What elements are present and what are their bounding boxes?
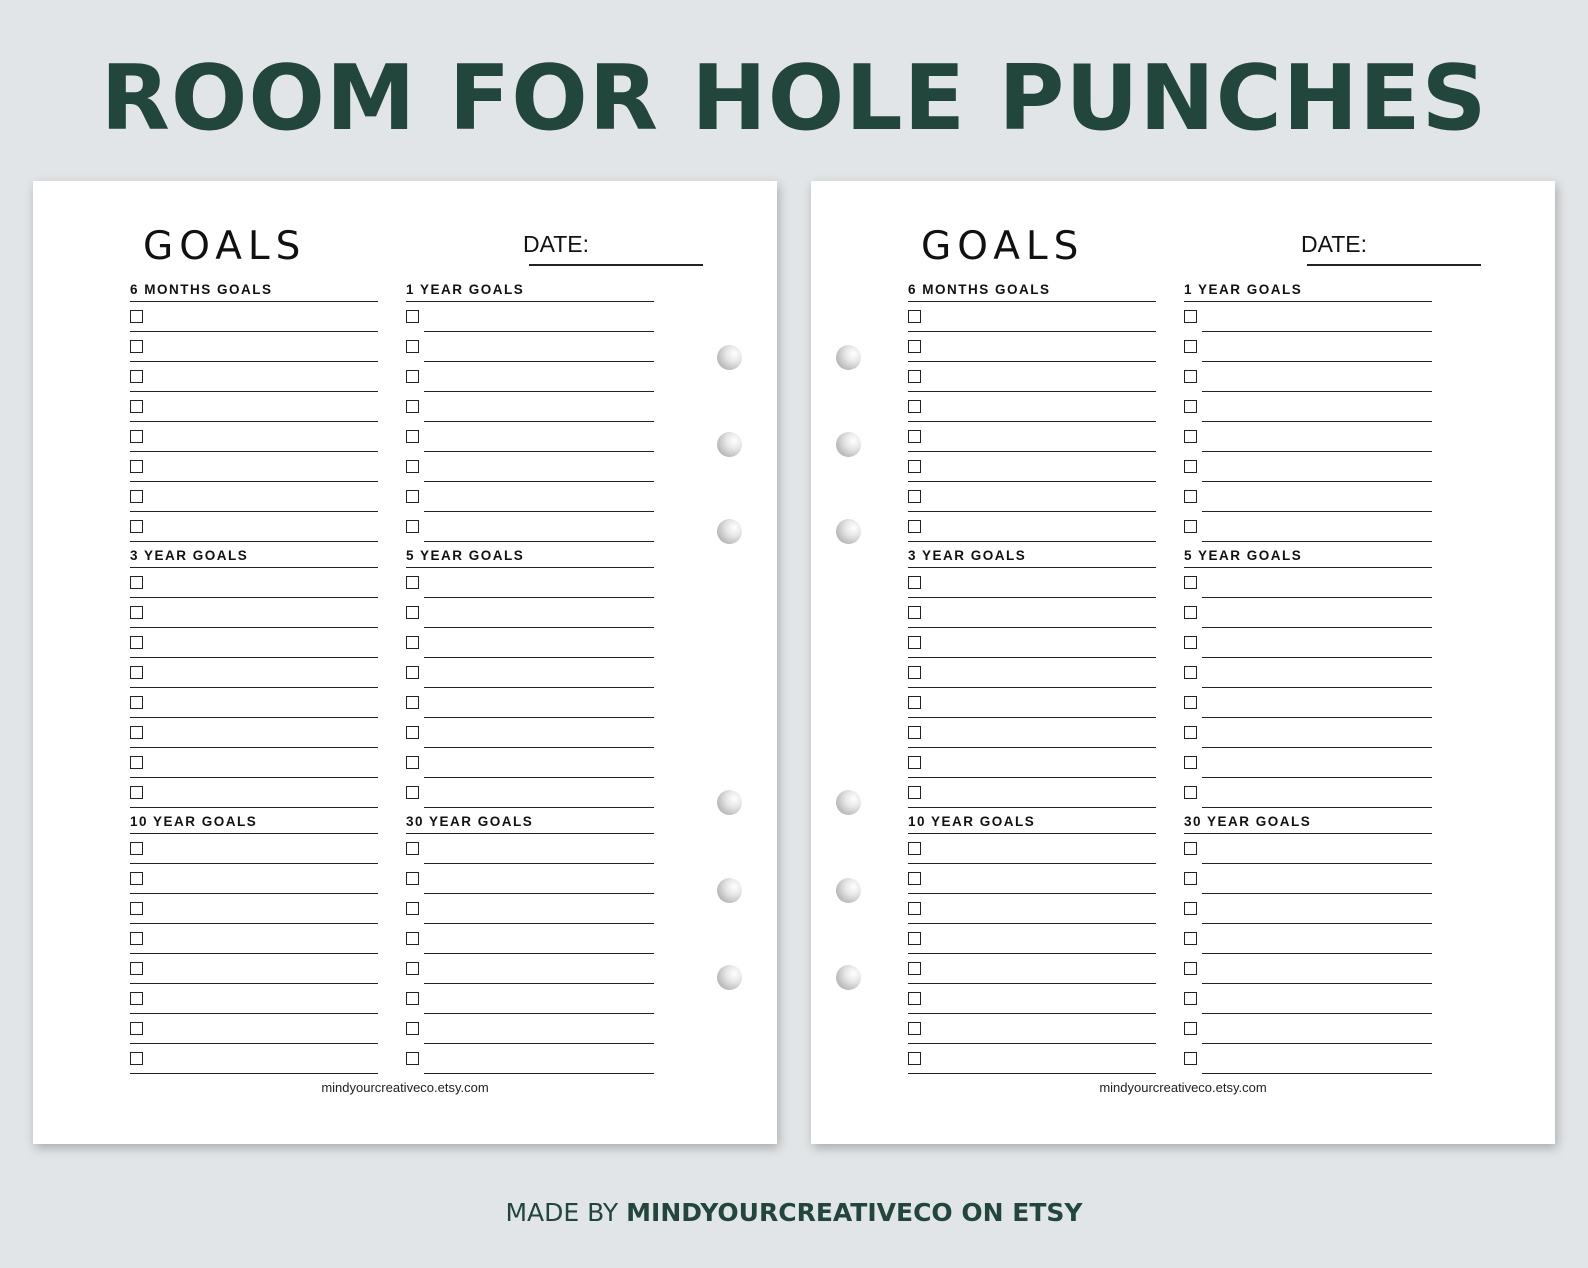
goal-checkbox[interactable]: [406, 460, 419, 473]
goal-item: [130, 1014, 378, 1044]
goal-item: [130, 452, 378, 482]
goal-checkbox[interactable]: [1184, 932, 1197, 945]
goal-checkbox[interactable]: [130, 340, 143, 353]
goal-item: [1184, 482, 1432, 512]
goal-checkbox[interactable]: [406, 902, 419, 915]
goal-writing-line[interactable]: [908, 541, 1156, 542]
date-label: DATE:: [523, 231, 590, 257]
goal-item: [1184, 422, 1432, 452]
goal-checkbox[interactable]: [908, 460, 921, 473]
goal-item: [406, 302, 654, 332]
goal-item: [908, 834, 1156, 864]
goal-checkbox[interactable]: [130, 1052, 143, 1065]
goal-item: [1184, 332, 1432, 362]
goal-checkbox[interactable]: [908, 1022, 921, 1035]
goal-checkbox[interactable]: [908, 842, 921, 855]
hole-punch: [717, 965, 742, 990]
goal-item: [406, 864, 654, 894]
goal-checkbox[interactable]: [130, 666, 143, 679]
goal-checkbox[interactable]: [406, 490, 419, 503]
goal-item: [406, 332, 654, 362]
goal-checkbox[interactable]: [1184, 696, 1197, 709]
goal-item: [130, 628, 378, 658]
goal-checkbox[interactable]: [406, 726, 419, 739]
goal-item: [908, 422, 1156, 452]
section-title: 1 YEAR GOALS: [406, 282, 654, 302]
section-title: 10 YEAR GOALS: [908, 814, 1156, 834]
goal-item: [1184, 392, 1432, 422]
goal-checkbox[interactable]: [406, 932, 419, 945]
goal-item: [908, 362, 1156, 392]
goal-checkbox[interactable]: [130, 460, 143, 473]
goal-item: [130, 658, 378, 688]
goal-item: [406, 1044, 654, 1074]
goal-checkbox[interactable]: [908, 902, 921, 915]
goal-section: [406, 548, 654, 808]
goal-item: [908, 452, 1156, 482]
goal-checkbox[interactable]: [1184, 872, 1197, 885]
credit-prefix: MADE BY: [505, 1198, 619, 1227]
goal-item: [1184, 924, 1432, 954]
section-title: 3 YEAR GOALS: [130, 548, 378, 568]
goal-checkbox[interactable]: [130, 842, 143, 855]
goal-checkbox[interactable]: [406, 786, 419, 799]
goal-checkbox[interactable]: [406, 1022, 419, 1035]
goal-checkbox[interactable]: [130, 902, 143, 915]
goal-checkbox[interactable]: [130, 310, 143, 323]
goal-checkbox[interactable]: [406, 1052, 419, 1065]
goal-item: [130, 302, 378, 332]
goal-writing-line[interactable]: [130, 541, 378, 542]
goal-checkbox[interactable]: [908, 726, 921, 739]
goal-checkbox[interactable]: [130, 756, 143, 769]
goal-item: [1184, 658, 1432, 688]
goal-checkbox[interactable]: [130, 636, 143, 649]
goal-checkbox[interactable]: [908, 1052, 921, 1065]
goal-item: [130, 924, 378, 954]
goal-checkbox[interactable]: [130, 696, 143, 709]
goal-item: [130, 362, 378, 392]
goal-item: [908, 482, 1156, 512]
goal-section: [406, 814, 654, 1074]
hole-punch: [836, 345, 861, 370]
goal-checkbox[interactable]: [130, 520, 143, 533]
goal-checkbox[interactable]: [130, 786, 143, 799]
goal-checkbox[interactable]: [130, 726, 143, 739]
goal-item: [908, 658, 1156, 688]
goal-item: [406, 422, 654, 452]
footer-url: mindyourcreativeco.etsy.com: [1099, 1080, 1267, 1095]
goal-item: [130, 984, 378, 1014]
headline: ROOM FOR HOLE PUNCHES: [100, 46, 1488, 151]
goal-writing-line[interactable]: [1202, 807, 1432, 808]
goal-item: [406, 778, 654, 808]
goal-checkbox[interactable]: [1184, 666, 1197, 679]
goal-item: [908, 864, 1156, 894]
goal-checkbox[interactable]: [406, 696, 419, 709]
goal-checkbox[interactable]: [130, 606, 143, 619]
goal-checkbox[interactable]: [908, 490, 921, 503]
goal-writing-line[interactable]: [424, 807, 654, 808]
goal-item: [406, 658, 654, 688]
goal-section: [908, 814, 1156, 1074]
section-title: 5 YEAR GOALS: [406, 548, 654, 568]
goal-item: [130, 1044, 378, 1074]
goal-item: [406, 568, 654, 598]
goal-item: [130, 598, 378, 628]
goal-writing-line[interactable]: [424, 1073, 654, 1074]
goal-item: [908, 598, 1156, 628]
goal-item: [406, 512, 654, 542]
goal-item: [908, 568, 1156, 598]
goal-checkbox[interactable]: [908, 932, 921, 945]
goal-item: [1184, 718, 1432, 748]
goal-checkbox[interactable]: [406, 340, 419, 353]
goal-checkbox[interactable]: [908, 520, 921, 533]
goal-checkbox[interactable]: [130, 962, 143, 975]
goal-item: [406, 748, 654, 778]
goal-checkbox[interactable]: [130, 872, 143, 885]
goal-checkbox[interactable]: [908, 636, 921, 649]
goal-checkbox[interactable]: [406, 430, 419, 443]
goal-item: [908, 332, 1156, 362]
goal-item: [908, 512, 1156, 542]
goal-item: [1184, 894, 1432, 924]
goal-item: [1184, 688, 1432, 718]
goal-section: [1184, 282, 1432, 542]
goal-checkbox[interactable]: [406, 666, 419, 679]
hole-punch: [836, 790, 861, 815]
goal-item: [406, 482, 654, 512]
goal-item: [130, 834, 378, 864]
goal-checkbox[interactable]: [406, 400, 419, 413]
goal-section: [130, 548, 378, 808]
goal-item: [130, 512, 378, 542]
goal-item: [406, 688, 654, 718]
goal-item: [908, 1014, 1156, 1044]
goal-item: [130, 688, 378, 718]
goal-item: [1184, 598, 1432, 628]
hole-punch: [836, 878, 861, 903]
goal-checkbox[interactable]: [1184, 756, 1197, 769]
goal-checkbox[interactable]: [1184, 902, 1197, 915]
goal-checkbox[interactable]: [130, 1022, 143, 1035]
goal-item: [406, 628, 654, 658]
goal-writing-line[interactable]: [908, 807, 1156, 808]
hole-punch: [717, 878, 742, 903]
goal-item: [130, 718, 378, 748]
goal-section: [1184, 814, 1432, 1074]
goal-writing-line[interactable]: [1202, 541, 1432, 542]
goal-checkbox[interactable]: [406, 992, 419, 1005]
goal-section: [1184, 548, 1432, 808]
goal-item: [406, 954, 654, 984]
goal-item: [908, 984, 1156, 1014]
goal-item: [406, 392, 654, 422]
goal-item: [908, 1044, 1156, 1074]
goal-item: [130, 954, 378, 984]
goal-checkbox[interactable]: [1184, 786, 1197, 799]
goal-item: [908, 302, 1156, 332]
goal-checkbox[interactable]: [406, 842, 419, 855]
goal-item: [130, 778, 378, 808]
section-title: 5 YEAR GOALS: [1184, 548, 1432, 568]
hole-punch: [717, 519, 742, 544]
goal-checkbox[interactable]: [908, 696, 921, 709]
goal-checkbox[interactable]: [908, 400, 921, 413]
goal-checkbox[interactable]: [406, 756, 419, 769]
goal-writing-line[interactable]: [130, 807, 378, 808]
date-line[interactable]: [529, 264, 703, 266]
hole-punch: [717, 432, 742, 457]
goal-checkbox[interactable]: [908, 992, 921, 1005]
goal-item: [130, 332, 378, 362]
goal-item: [130, 422, 378, 452]
goal-checkbox[interactable]: [908, 666, 921, 679]
goal-checkbox[interactable]: [908, 340, 921, 353]
goal-checkbox[interactable]: [1184, 726, 1197, 739]
goal-checkbox[interactable]: [130, 490, 143, 503]
planner-page-left: [33, 181, 777, 1144]
goal-item: [908, 954, 1156, 984]
goal-item: [1184, 512, 1432, 542]
credit-brand: MINDYOURCREATIVECO ON ETSY: [626, 1198, 1083, 1227]
goal-checkbox[interactable]: [1184, 340, 1197, 353]
hole-punch: [836, 965, 861, 990]
goal-item: [130, 482, 378, 512]
goal-item: [1184, 954, 1432, 984]
goal-checkbox[interactable]: [130, 400, 143, 413]
goal-checkbox[interactable]: [908, 310, 921, 323]
goal-item: [1184, 834, 1432, 864]
goal-item: [908, 894, 1156, 924]
goal-item: [1184, 302, 1432, 332]
goals-title: GOALS: [921, 224, 1085, 269]
goal-checkbox[interactable]: [130, 370, 143, 383]
goal-item: [130, 894, 378, 924]
goal-checkbox[interactable]: [1184, 842, 1197, 855]
goal-item: [406, 452, 654, 482]
goal-checkbox[interactable]: [1184, 1022, 1197, 1035]
goal-checkbox[interactable]: [908, 786, 921, 799]
goal-writing-line[interactable]: [1202, 1073, 1432, 1074]
goal-item: [908, 718, 1156, 748]
section-title: 3 YEAR GOALS: [908, 548, 1156, 568]
goals-title: GOALS: [143, 224, 307, 269]
hole-punch: [836, 519, 861, 544]
goal-checkbox[interactable]: [908, 962, 921, 975]
goal-item: [1184, 452, 1432, 482]
goal-checkbox[interactable]: [1184, 1052, 1197, 1065]
footer-url: mindyourcreativeco.etsy.com: [321, 1080, 489, 1095]
goal-writing-line[interactable]: [130, 1073, 378, 1074]
goal-item: [406, 598, 654, 628]
goal-checkbox[interactable]: [406, 606, 419, 619]
goal-item: [130, 864, 378, 894]
goal-checkbox[interactable]: [908, 576, 921, 589]
date-label: DATE:: [1301, 231, 1368, 257]
goal-item: [1184, 568, 1432, 598]
section-title: 6 MONTHS GOALS: [908, 282, 1156, 302]
goal-checkbox[interactable]: [1184, 520, 1197, 533]
hole-punch: [717, 345, 742, 370]
goal-checkbox[interactable]: [130, 430, 143, 443]
date-line[interactable]: [1307, 264, 1481, 266]
goal-checkbox[interactable]: [908, 430, 921, 443]
section-title: 30 YEAR GOALS: [1184, 814, 1432, 834]
goal-checkbox[interactable]: [1184, 962, 1197, 975]
goal-item: [908, 778, 1156, 808]
goal-item: [406, 924, 654, 954]
goal-checkbox[interactable]: [406, 520, 419, 533]
goal-item: [406, 362, 654, 392]
goal-item: [908, 924, 1156, 954]
credit-line: [0, 1198, 1588, 1228]
goal-checkbox[interactable]: [406, 310, 419, 323]
goal-checkbox[interactable]: [406, 576, 419, 589]
goal-writing-line[interactable]: [424, 541, 654, 542]
goal-item: [406, 1014, 654, 1044]
goal-item: [406, 984, 654, 1014]
goal-checkbox[interactable]: [406, 370, 419, 383]
goal-checkbox[interactable]: [908, 756, 921, 769]
goal-checkbox[interactable]: [1184, 460, 1197, 473]
goal-writing-line[interactable]: [908, 1073, 1156, 1074]
goal-item: [1184, 984, 1432, 1014]
goal-section: [908, 548, 1156, 808]
goal-item: [406, 834, 654, 864]
section-title: 6 MONTHS GOALS: [130, 282, 378, 302]
goal-section: [908, 282, 1156, 542]
section-title: 30 YEAR GOALS: [406, 814, 654, 834]
goal-item: [1184, 778, 1432, 808]
goal-checkbox[interactable]: [1184, 400, 1197, 413]
goal-item: [908, 748, 1156, 778]
goal-item: [1184, 1044, 1432, 1074]
goal-item: [130, 392, 378, 422]
goal-checkbox[interactable]: [1184, 576, 1197, 589]
goal-item: [1184, 628, 1432, 658]
goal-checkbox[interactable]: [1184, 430, 1197, 443]
section-title: 1 YEAR GOALS: [1184, 282, 1432, 302]
hole-punch: [717, 790, 742, 815]
goal-item: [406, 718, 654, 748]
goal-checkbox[interactable]: [406, 872, 419, 885]
goal-item: [406, 894, 654, 924]
goal-item: [130, 748, 378, 778]
goal-checkbox[interactable]: [1184, 370, 1197, 383]
goal-checkbox[interactable]: [406, 962, 419, 975]
goal-checkbox[interactable]: [1184, 636, 1197, 649]
goal-section: [130, 282, 378, 542]
goal-checkbox[interactable]: [1184, 310, 1197, 323]
planner-page-right: [811, 181, 1555, 1144]
goal-item: [1184, 362, 1432, 392]
hole-punch: [836, 432, 861, 457]
goal-item: [1184, 1014, 1432, 1044]
section-title: 10 YEAR GOALS: [130, 814, 378, 834]
goal-checkbox[interactable]: [908, 872, 921, 885]
goal-checkbox[interactable]: [908, 606, 921, 619]
goal-item: [130, 568, 378, 598]
goal-section: [406, 282, 654, 542]
goal-checkbox[interactable]: [130, 932, 143, 945]
goal-item: [1184, 864, 1432, 894]
goal-item: [908, 392, 1156, 422]
goal-checkbox[interactable]: [130, 992, 143, 1005]
goal-item: [908, 688, 1156, 718]
goal-checkbox[interactable]: [1184, 992, 1197, 1005]
goal-checkbox[interactable]: [1184, 606, 1197, 619]
goal-item: [1184, 748, 1432, 778]
goal-checkbox[interactable]: [130, 576, 143, 589]
goal-checkbox[interactable]: [1184, 490, 1197, 503]
goal-item: [908, 628, 1156, 658]
goal-checkbox[interactable]: [406, 636, 419, 649]
goal-checkbox[interactable]: [908, 370, 921, 383]
goal-section: [130, 814, 378, 1074]
